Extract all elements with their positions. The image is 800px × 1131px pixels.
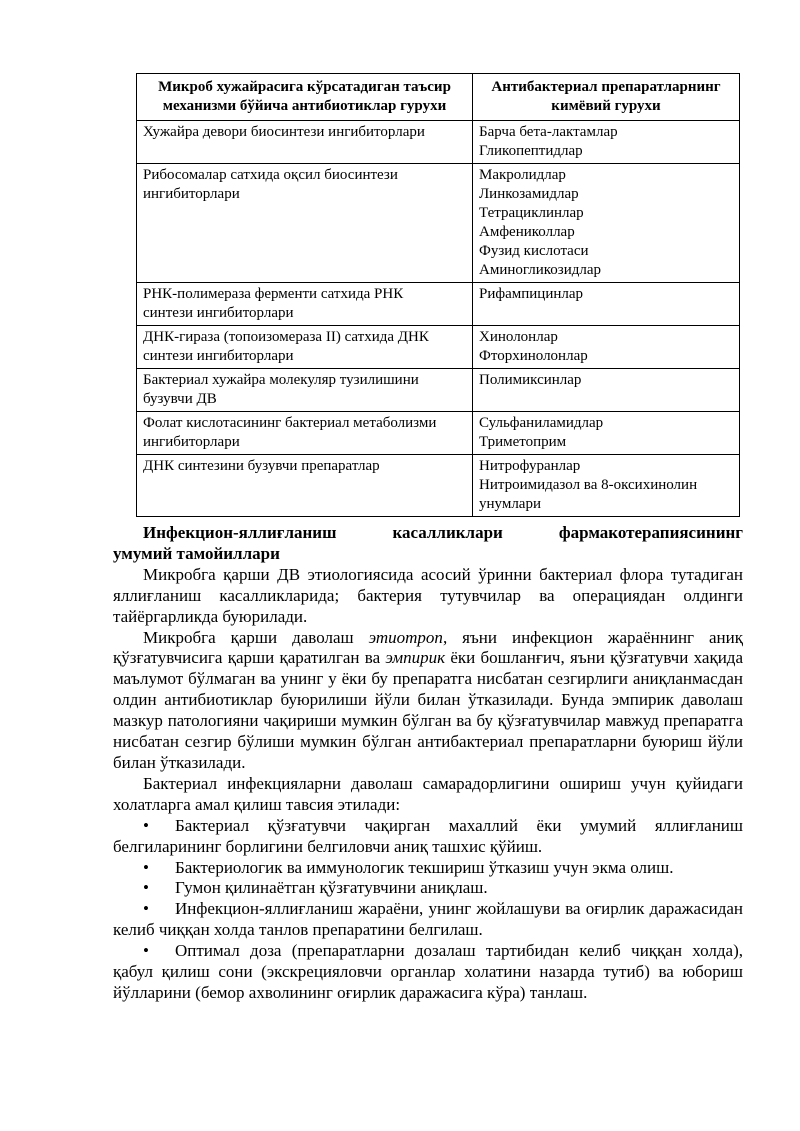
mechanism-cell: Хужайра девори биосинтези ингибиторлари bbox=[137, 121, 473, 164]
chemical-group-cell: Хинолонлар Фторхинолонлар bbox=[473, 326, 740, 369]
chemical-group-cell: Сульфаниламидлар Триметоприм bbox=[473, 412, 740, 455]
paragraph: Микробга қарши даволаш этиотроп, яъни инфекцион жараённинг аниқ қўзғатувчисига қарши қаратилган ва эмпирик ёки бошланғич, яъни қўзғатувчи хақида маълумот бўлмаган ва унинг у ёки бу препаратга нисбатан сезгирлиги аниқланмасдан олдин антибиотиклар буюрилиши йўли билан ўтказилади. Бунда эмпирик даволаш мазкур патологияни чақириши мумкин бўлган ва бу қўзғатувчилар мавжуд препаратга нисбатан сезгир бўлиши мумкин бўлган антибактериал препаратларни буюриш йўли билан ўтказилади. bbox=[113, 627, 744, 772]
bullet-item: • Бактериологик ва иммунологик текшириш ўтказиш учун экма олиш. bbox=[143, 857, 674, 877]
bullet-icon: • bbox=[143, 857, 149, 877]
section-heading: Инфекцион-яллиғланиш касалликлари фармакотерапиясининг умумий тамойиллари bbox=[113, 523, 743, 563]
table-row bbox=[137, 121, 740, 164]
table-row bbox=[137, 164, 740, 283]
table-row bbox=[137, 326, 740, 369]
mechanism-cell: ДНК-гираза (топоизомераза II) сатхида ДНК синтези ингибиторлари bbox=[137, 326, 473, 369]
bullet-icon: • bbox=[143, 899, 149, 919]
chemical-group-cell: Барча бета-лактамлар Гликопептидлар bbox=[473, 121, 740, 164]
mechanism-cell: РНК-полимераза ферменти сатхида РНК синтези ингибиторлари bbox=[137, 283, 473, 326]
bullet-item: • Инфекцион-яллиғланиш жараёни, унинг жойлашуви ва оғирлик даражасидан келиб чиққан холда танлов препаратини белгилаш. bbox=[113, 899, 743, 940]
mechanism-cell: Фолат кислотасининг бактериал метаболизми ингибиторлари bbox=[137, 412, 473, 455]
table-header-row bbox=[137, 74, 740, 121]
bullet-icon: • bbox=[143, 878, 149, 898]
mechanism-cell: Бактериал хужайра молекуляр тузилишини бузувчи ДВ bbox=[137, 369, 473, 412]
header-chemical-group: Антибактериал препаратларнинг кимёвий гурухи bbox=[473, 74, 740, 121]
body-text bbox=[113, 523, 743, 1004]
bullet-list bbox=[113, 816, 743, 1004]
mechanism-cell: ДНК синтезини бузувчи препаратлар bbox=[137, 455, 473, 517]
table-row bbox=[137, 412, 740, 455]
header-mechanism: Микроб хужайрасига кўрсатадиган таъсир механизми бўйича антибиотиклар гурухи bbox=[137, 74, 473, 121]
paragraph: Микробга қарши ДВ этиологиясида асосий ўринни бактериал флора тутадиган яллиғланиш касалликларида; бактерия тутувчилар ва операциядан олдинги тайёргарликда буюрилади. bbox=[113, 564, 743, 626]
table-row bbox=[137, 369, 740, 412]
bullet-item: • Бактериал қўзғатувчи чақирган махаллий ёки умумий яллиғланиш белгиларининг борлигини белгиловчи аниқ ташхис қўйиш. bbox=[113, 815, 743, 856]
bullet-item: • Оптимал доза (препаратларни дозалаш тартибидан келиб чиққан холда), қабул қилиш сони (экскрецияловчи органлар холатини назарда тутиб) ва юбориш йўлларини (бемор ахволининг оғирлик даражасига кўра) танлаш. bbox=[113, 941, 743, 1002]
bullet-item: • Гумон қилинаётган қўзғатувчини аниқлаш. bbox=[143, 878, 488, 898]
table-row bbox=[137, 283, 740, 326]
bullet-icon: • bbox=[143, 815, 149, 835]
term-etiotrop: этиотроп bbox=[368, 627, 443, 647]
chemical-group-cell: Макролидлар Линкозамидлар Тетрациклинлар Амфениколлар Фузид кислотаси Аминогликозидлар bbox=[473, 164, 740, 283]
term-empirik: эмпирик bbox=[385, 648, 446, 668]
antibiotic-classification-table bbox=[136, 73, 740, 517]
table-row bbox=[137, 455, 740, 517]
chemical-group-cell: Рифампицинлар bbox=[473, 283, 740, 326]
paragraph: Бактериал инфекцияларни даволаш самарадорлигини ошириш учун қуйидаги холатларга амал қилиш тавсия этилади: bbox=[113, 773, 743, 814]
bullet-icon: • bbox=[143, 941, 149, 961]
mechanism-cell: Рибосомалар сатхида оқсил биосинтези ингибиторлари bbox=[137, 164, 473, 283]
chemical-group-cell: Нитрофуранлар Нитроимидазол ва 8-оксихинолин унумлари bbox=[473, 455, 740, 517]
chemical-group-cell: Полимиксинлар bbox=[473, 369, 740, 412]
